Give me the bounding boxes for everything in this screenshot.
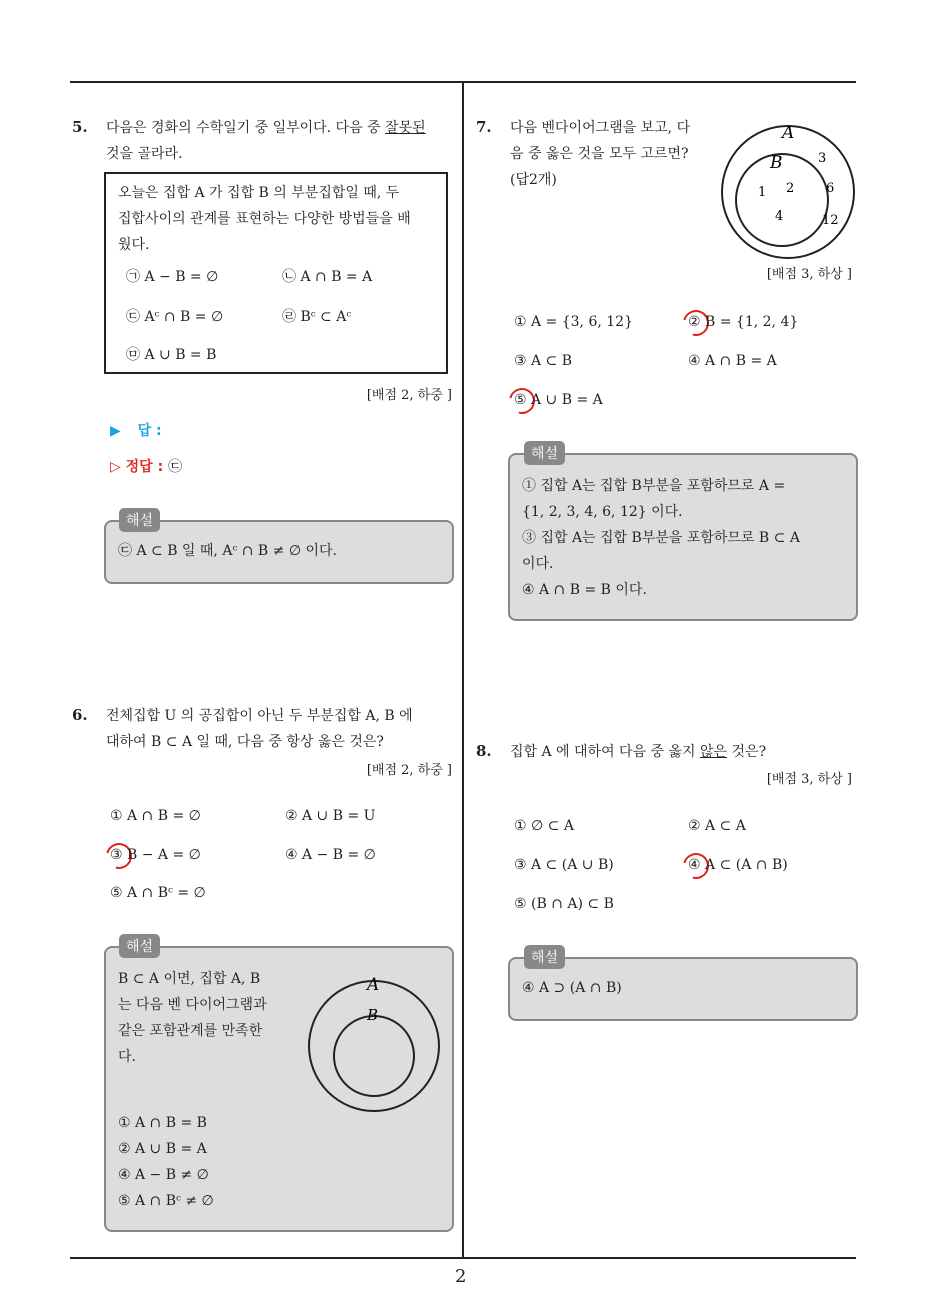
q7-sol-line5: ④ A ∩ B = B 이다. (522, 582, 647, 598)
q8-choice-5[interactable]: ⑤ (B ∩ A) ⊂ B (514, 896, 614, 912)
q7-venn-diagram (718, 120, 862, 260)
q6-venn-diagram (304, 968, 444, 1118)
q6-sol-result4: ⑤ A ∩ Bᶜ ≠ ∅ (118, 1193, 214, 1209)
q7-line1: 다음 벤다이어그램을 보고, 다 (510, 120, 691, 136)
q7-solution-tag: 해설 (524, 441, 565, 465)
q7-venn-num-1: 1 (758, 185, 767, 200)
q7-venn-label-b: B (770, 153, 783, 173)
q7-choice-2[interactable]: ② B = {1, 2, 4} (688, 314, 799, 330)
q7-venn-label-a: A (782, 123, 795, 143)
q6-venn-outer-circle (309, 981, 439, 1111)
q8-choice-4[interactable]: ④ A ⊂ (A ∩ B) (688, 857, 788, 873)
q5-text-underlined: 잘못된 (385, 120, 426, 136)
q7-sol-line1: ① 집합 A는 집합 B부분을 포함하므로 A = (522, 478, 786, 494)
q6-choice-4[interactable]: ④ A − B = ∅ (285, 847, 376, 863)
q6-sol-line3: 같은 포함관계를 만족한 (118, 1023, 263, 1039)
q6-score: [배점 2, 하중 ] (366, 763, 452, 778)
q6-choice-5[interactable]: ⑤ A ∩ Bᶜ = ∅ (110, 885, 206, 901)
q8-question (510, 739, 766, 765)
q6-venn-label-b: B (367, 1006, 379, 1024)
q6-sol-line4: 다. (118, 1049, 136, 1065)
q6-sol-result3: ④ A − B ≠ ∅ (118, 1167, 209, 1183)
q6-sol-result2: ② A ∪ B = A (118, 1141, 207, 1157)
q5-solution-text: ㉢ A ⊂ B 일 때, Aᶜ ∩ B ≠ ∅ 이다. (118, 543, 337, 559)
page-number: 2 (455, 1266, 467, 1287)
q6-line1: 전체집합 U 의 공집합이 아닌 두 부분집합 A, B 에 (106, 708, 413, 724)
q6-solution-box (104, 946, 454, 1232)
q8-solution-tag: 해설 (524, 945, 565, 969)
q6-line2: 대하여 B ⊂ A 일 때, 다음 중 항상 옳은 것은? (106, 734, 384, 750)
q5-question (106, 115, 456, 167)
q6-sol-line1: B ⊂ A 이면, 집합 A, B (118, 971, 261, 987)
q7-venn-num-6: 6 (826, 181, 835, 196)
q7-venn-num-4: 4 (775, 209, 784, 224)
q5-box-line1: 오늘은 집합 A 가 집합 B 의 부분집합일 때, 두 (118, 185, 400, 201)
q5-choice-2[interactable]: ㉡ A ∩ B = A (282, 269, 373, 285)
q5-box-line2: 집합사이의 관계를 표현하는 다양한 방법들을 배 (118, 211, 411, 227)
q7-choice-3[interactable]: ③ A ⊂ B (514, 353, 573, 369)
q7-choice-4[interactable]: ④ A ∩ B = A (688, 353, 777, 369)
q5-text-a: 다음은 경화의 수학일기 중 일부이다. 다음 중 (106, 120, 386, 136)
q8-solution-text: ④ A ⊃ (A ∩ B) (522, 980, 622, 996)
q6-choice-2[interactable]: ② A ∪ B = U (285, 808, 376, 824)
q8-text-a: 집합 A 에 대하여 다음 중 옳지 (510, 744, 701, 760)
q7-score: [배점 3, 하상 ] (766, 267, 852, 282)
q7-venn-num-2: 2 (786, 181, 795, 196)
q7-line2: 음 중 옳은 것을 모두 고르면? (510, 146, 689, 162)
q7-sol-line4: 이다. (522, 556, 554, 572)
q5-solution-tag: 해설 (119, 508, 160, 532)
q7-venn-num-3: 3 (818, 151, 827, 166)
q8-text-underlined: 않은 (700, 744, 728, 760)
q7-sol-line3: ③ 집합 A는 집합 B부분을 포함하므로 B ⊂ A (522, 530, 800, 546)
q6-solution-tag: 해설 (119, 934, 160, 958)
q5-text-b: 것을 골라라. (106, 146, 183, 162)
q6-sol-result1: ① A ∩ B = B (118, 1115, 207, 1131)
q6-venn-inner-circle (334, 1016, 414, 1096)
q5-choice-1[interactable]: ㉠ A − B = ∅ (126, 269, 219, 285)
q7-choice-1[interactable]: ① A = {3, 6, 12} (514, 314, 633, 330)
q8-choice-3[interactable]: ③ A ⊂ (A ∪ B) (514, 857, 614, 873)
q8-score: [배점 3, 하상 ] (766, 772, 852, 787)
q7-line3: (답2개) (510, 172, 557, 188)
q5-box-line3: 웠다. (118, 237, 150, 253)
q8-text-b: 것은? (727, 744, 767, 760)
q8-number: 8. (476, 742, 492, 760)
q6-choice-3[interactable]: ③ B − A = ∅ (110, 847, 201, 863)
q5-answer-row (110, 420, 162, 440)
q5-score: [배점 2, 하중 ] (366, 388, 452, 403)
q8-choice-1[interactable]: ① ∅ ⊂ A (514, 818, 574, 834)
q7-solution-box (508, 453, 858, 621)
q6-sol-line2: 는 다음 벤 다이어그램과 (118, 997, 267, 1013)
q5-number: 5. (72, 118, 88, 136)
play-arrow-icon: ▶ (110, 423, 121, 439)
q7-number: 7. (476, 118, 492, 136)
q6-choice-1[interactable]: ① A ∩ B = ∅ (110, 808, 201, 824)
q5-correct-label: 정답 : (125, 459, 164, 475)
outline-arrow-icon: ▷ (110, 459, 121, 475)
q5-answer-label: 답 : (137, 423, 162, 439)
q5-diary-box (104, 172, 448, 374)
q7-venn-num-12: 12 (822, 213, 839, 228)
q5-correct-value: ㉢ (168, 459, 183, 475)
q7-choice-5[interactable]: ⑤ A ∪ B = A (514, 392, 603, 408)
q7-sol-line2: {1, 2, 3, 4, 6, 12} 이다. (522, 504, 683, 520)
q6-venn-label-a: A (367, 975, 380, 995)
q6-number: 6. (72, 706, 88, 724)
q5-choice-5[interactable]: ㉤ A ∪ B = B (126, 347, 217, 363)
q5-choice-3[interactable]: ㉢ Aᶜ ∩ B = ∅ (126, 309, 224, 325)
q5-choice-4[interactable]: ㉣ Bᶜ ⊂ Aᶜ (282, 309, 352, 325)
q8-choice-2[interactable]: ② A ⊂ A (688, 818, 746, 834)
q5-correct-row (110, 456, 182, 476)
bottom-rule (70, 1257, 856, 1259)
column-divider (462, 81, 464, 1259)
